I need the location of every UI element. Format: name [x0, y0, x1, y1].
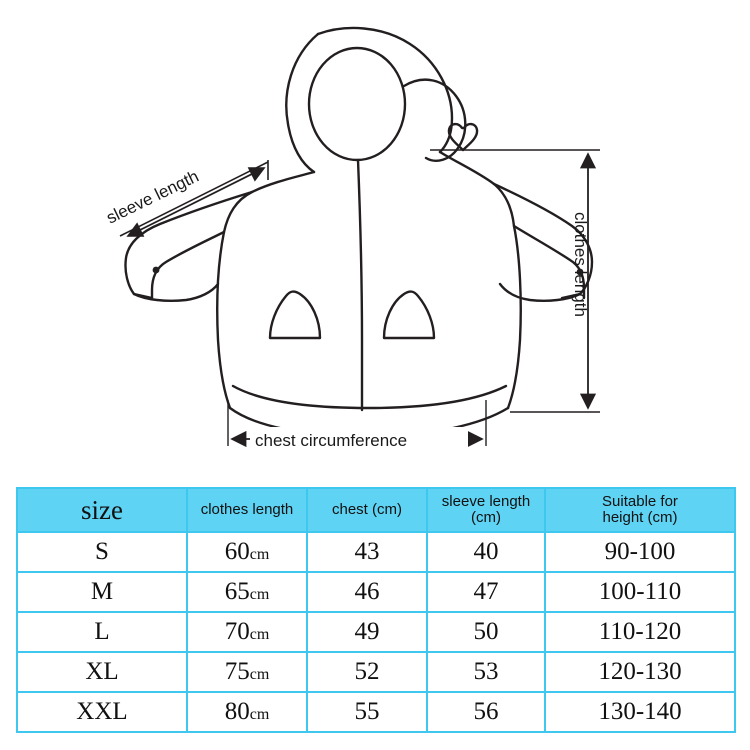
pocket-right — [384, 292, 434, 338]
cell-size: M — [17, 572, 187, 612]
chest-circumference-label: chest circumference — [255, 431, 408, 450]
sleeve-length-label: sleeve length — [103, 166, 202, 228]
clothes-length-dimension — [430, 150, 600, 412]
header-chest: chest (cm) — [307, 488, 427, 532]
cell-clothes-length-unit: cm — [249, 586, 270, 603]
cell-clothes-length-value: 80 — [224, 698, 250, 725]
header-height-line1: Suitable for — [602, 493, 678, 511]
cell-chest: 55 — [307, 692, 427, 732]
header-height-line2: height (cm) — [602, 509, 678, 526]
cell-sleeve: 47 — [427, 572, 545, 612]
header-clothes-length: clothes length — [187, 488, 307, 532]
body-left-edge — [217, 172, 314, 408]
coat-outline — [125, 28, 592, 436]
size-table — [16, 487, 736, 733]
hood-opening — [309, 48, 405, 160]
header-suitable-height — [545, 488, 735, 532]
cell-chest: 49 — [307, 612, 427, 652]
cell-clothes-length — [187, 532, 307, 572]
sleeve-left-cuff — [134, 284, 218, 301]
cuff-button-left — [153, 267, 160, 274]
hood-left-edge — [286, 34, 318, 172]
cell-clothes-length-value: 70 — [224, 618, 250, 645]
cell-chest: 43 — [307, 532, 427, 572]
cell-clothes-length-unit: cm — [249, 666, 270, 683]
cell-clothes-length-unit: cm — [249, 546, 270, 563]
center-placket — [358, 160, 362, 410]
cell-sleeve: 56 — [427, 692, 545, 732]
cell-clothes-length — [187, 572, 307, 612]
cell-sleeve: 40 — [427, 532, 545, 572]
table-row — [17, 612, 735, 652]
sleeve-right-cuff — [500, 284, 580, 301]
table-header-row — [17, 488, 735, 532]
cell-height: 120-130 — [545, 652, 735, 692]
table-row — [17, 692, 735, 732]
cell-clothes-length-value: 75 — [224, 658, 250, 685]
pocket-left — [270, 292, 320, 338]
cell-size: S — [17, 532, 187, 572]
clothes-length-label: clothes length — [571, 212, 590, 317]
cell-height: 100-110 — [545, 572, 735, 612]
hem-inner-curve — [233, 386, 506, 408]
table-row — [17, 572, 735, 612]
hood-top-edge — [318, 28, 452, 152]
table-row — [17, 532, 735, 572]
cell-chest: 52 — [307, 652, 427, 692]
cell-clothes-length — [187, 652, 307, 692]
table-body — [17, 532, 735, 732]
cell-height: 90-100 — [545, 532, 735, 572]
cell-size: XXL — [17, 692, 187, 732]
cell-clothes-length-unit: cm — [249, 706, 270, 723]
cell-height: 110-120 — [545, 612, 735, 652]
cell-chest: 46 — [307, 572, 427, 612]
cell-clothes-length-unit: cm — [249, 626, 270, 643]
cell-sleeve: 53 — [427, 652, 545, 692]
cell-sleeve: 50 — [427, 612, 545, 652]
cell-size: L — [17, 612, 187, 652]
header-sleeve-length-line2: (cm) — [471, 509, 501, 526]
cell-clothes-length-value: 60 — [224, 538, 250, 565]
size-chart — [16, 487, 734, 733]
cell-height: 130-140 — [545, 692, 735, 732]
cell-clothes-length-value: 65 — [224, 578, 250, 605]
header-sleeve-length — [427, 488, 545, 532]
cell-clothes-length — [187, 692, 307, 732]
table-row — [17, 652, 735, 692]
hood-ear — [404, 80, 465, 161]
cell-clothes-length — [187, 612, 307, 652]
cell-size: XL — [17, 652, 187, 692]
header-sleeve-length-line1: sleeve length — [441, 493, 531, 511]
header-size: size — [17, 488, 187, 532]
